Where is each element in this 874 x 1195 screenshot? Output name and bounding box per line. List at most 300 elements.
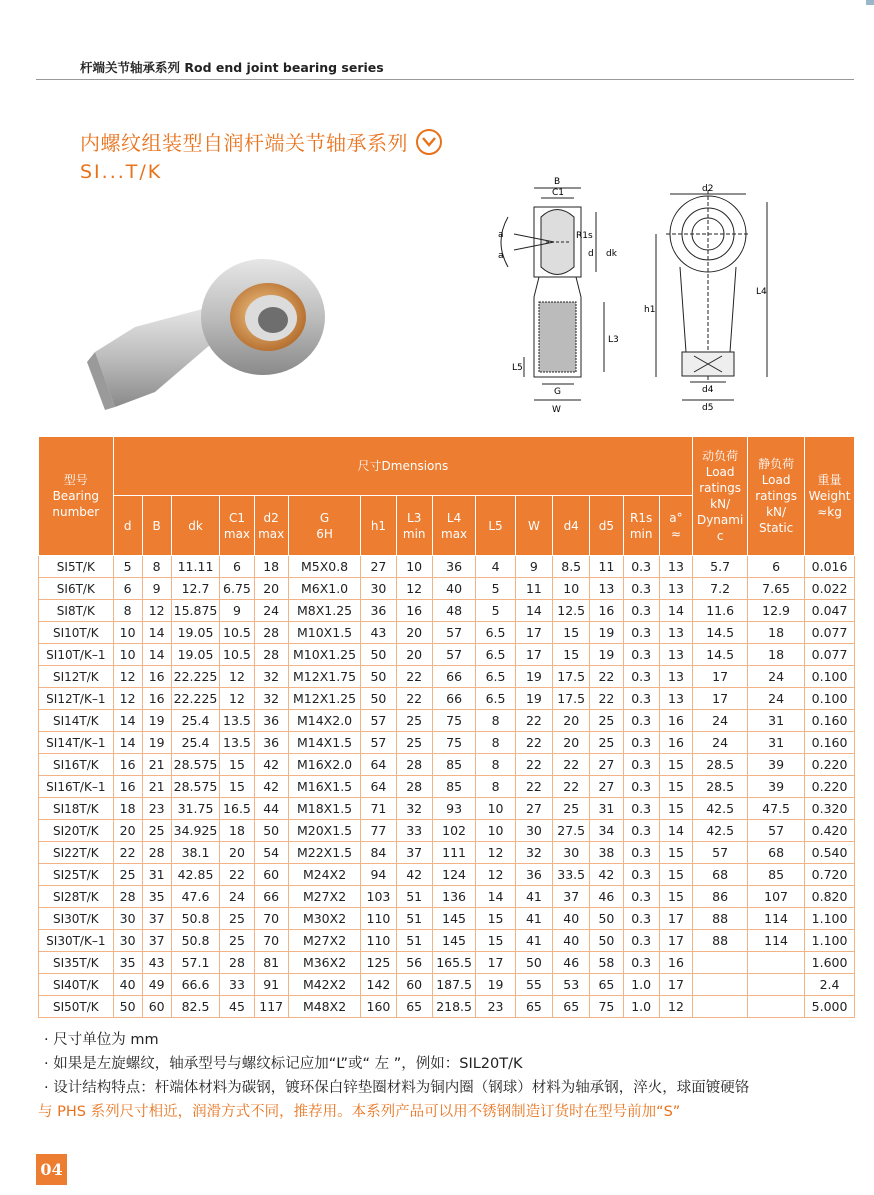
table-cell: 37	[142, 930, 171, 952]
table-cell: 45	[220, 996, 254, 1018]
table-cell: 13	[590, 578, 623, 600]
header-divider	[36, 79, 854, 80]
table-cell: 48	[432, 600, 476, 622]
table-cell: 55	[515, 974, 552, 996]
table-cell: 88	[693, 930, 748, 952]
sub-header-cell	[113, 496, 142, 556]
table-cell: 18	[113, 798, 142, 820]
table-cell: 12	[113, 688, 142, 710]
table-cell: 32	[515, 842, 552, 864]
sub-header-cell	[476, 496, 515, 556]
table-cell: 14	[142, 644, 171, 666]
table-cell: 16	[396, 600, 432, 622]
table-cell: M12X1.25	[288, 688, 361, 710]
table-cell: 17	[659, 974, 692, 996]
table-cell: 20	[396, 622, 432, 644]
table-cell: 0.3	[623, 688, 659, 710]
table-cell: 36	[254, 710, 288, 732]
table-cell: 57	[693, 842, 748, 864]
table-cell: 28	[396, 776, 432, 798]
table-cell: 11.6	[693, 600, 748, 622]
table-cell: 42.5	[693, 798, 748, 820]
sub-header-cell	[254, 496, 288, 556]
table-cell: 50	[361, 666, 396, 688]
table-cell: 14.5	[693, 644, 748, 666]
sub-header-main: a°	[669, 510, 683, 525]
model-cell: SI10T/K–1	[39, 644, 114, 666]
label-W: W	[552, 405, 561, 415]
table-cell: 6.75	[220, 578, 254, 600]
model-cell: SI50T/K	[39, 996, 114, 1018]
table-cell: 0.3	[623, 556, 659, 578]
table-cell: 5	[476, 600, 515, 622]
table-cell: 14	[659, 600, 692, 622]
table-row	[39, 666, 855, 688]
table-cell: 68	[693, 864, 748, 886]
table-cell: 22	[553, 776, 590, 798]
table-cell: M36X2	[288, 952, 361, 974]
table-cell: 19	[142, 732, 171, 754]
table-cell: 15	[553, 622, 590, 644]
sub-header-cell	[171, 496, 220, 556]
rod-end-bearing-photo	[75, 232, 340, 412]
table-cell: 12	[220, 688, 254, 710]
table-cell: 25	[590, 710, 623, 732]
table-cell: 57	[432, 644, 476, 666]
table-cell: 22	[590, 666, 623, 688]
table-cell: 0.047	[805, 600, 855, 622]
table-cell: 0.3	[623, 666, 659, 688]
table-cell: 12	[476, 864, 515, 886]
table-cell: 110	[361, 908, 396, 930]
dynamic-load-header: 动负荷 Load ratings kN/ Dynami c	[693, 437, 748, 556]
table-cell: 27.5	[553, 820, 590, 842]
table-cell: 1.0	[623, 996, 659, 1018]
table-cell: 15	[659, 864, 692, 886]
table-cell: M12X1.75	[288, 666, 361, 688]
table-cell: 49	[142, 974, 171, 996]
sub-header-cell	[659, 496, 692, 556]
table-cell: 42	[254, 754, 288, 776]
table-cell: 187.5	[432, 974, 476, 996]
table-cell: 65	[515, 996, 552, 1018]
sub-header-sub: ≈	[670, 526, 681, 541]
table-cell: 57	[748, 820, 805, 842]
table-row	[39, 930, 855, 952]
table-cell: 2.4	[805, 974, 855, 996]
table-cell: 36	[515, 864, 552, 886]
table-cell: M18X1.5	[288, 798, 361, 820]
table-cell: 15	[476, 930, 515, 952]
table-cell: 0.3	[623, 710, 659, 732]
table-row	[39, 732, 855, 754]
table-cell: 15	[659, 776, 692, 798]
table-cell: 124	[432, 864, 476, 886]
table-cell: 60	[254, 864, 288, 886]
sub-header-main: L3	[407, 510, 422, 525]
table-cell: 0.077	[805, 644, 855, 666]
corner-mark	[866, 0, 874, 5]
table-cell: M16X1.5	[288, 776, 361, 798]
table-cell: 86	[693, 886, 748, 908]
table-cell: 22	[515, 776, 552, 798]
table-cell: 33	[220, 974, 254, 996]
label-C1: C1	[552, 188, 565, 198]
model-cell: SI30T/K–1	[39, 930, 114, 952]
table-cell: 6.5	[476, 666, 515, 688]
table-cell: 0.3	[623, 798, 659, 820]
table-cell: 88	[693, 908, 748, 930]
table-cell: 28	[220, 952, 254, 974]
table-cell: 16.5	[220, 798, 254, 820]
table-cell: 25	[142, 820, 171, 842]
table-cell: 57	[432, 622, 476, 644]
table-cell: 66	[432, 688, 476, 710]
table-cell: 13	[659, 556, 692, 578]
series-header: 杆端关节轴承系列 Rod end joint bearing series	[80, 60, 384, 75]
table-cell: 33	[396, 820, 432, 842]
table-cell: 22	[515, 754, 552, 776]
table-cell: M30X2	[288, 908, 361, 930]
table-cell: 30	[553, 842, 590, 864]
table-cell: 40	[553, 908, 590, 930]
table-cell: 0.3	[623, 776, 659, 798]
table-cell: 28.5	[693, 776, 748, 798]
table-cell: 6.5	[476, 688, 515, 710]
table-cell: 24	[748, 688, 805, 710]
table-cell: 27	[361, 556, 396, 578]
table-cell: 15	[659, 842, 692, 864]
table-cell: 40	[432, 578, 476, 600]
table-cell: 16	[142, 666, 171, 688]
table-cell: 25	[590, 732, 623, 754]
table-cell: 15	[553, 644, 590, 666]
table-cell: 46	[590, 886, 623, 908]
table-cell: 0.3	[623, 886, 659, 908]
table-cell: 32	[254, 666, 288, 688]
table-cell: 19.05	[171, 622, 220, 644]
table-cell: 11.11	[171, 556, 220, 578]
table-cell: 14	[142, 622, 171, 644]
table-cell: 28	[254, 644, 288, 666]
table-cell: 28	[396, 754, 432, 776]
table-cell: 22	[396, 666, 432, 688]
table-cell: 30	[113, 908, 142, 930]
table-cell: 1.0	[623, 974, 659, 996]
table-cell: 20	[254, 578, 288, 600]
table-body	[39, 556, 855, 1018]
static-load-header: 静负荷 Load ratings kN/ Static	[748, 437, 805, 556]
table-cell: 13	[659, 666, 692, 688]
sub-header-sub: 6H	[316, 526, 333, 541]
model-cell: SI14T/K	[39, 710, 114, 732]
table-cell: 46	[553, 952, 590, 974]
table-cell: 50	[361, 688, 396, 710]
table-cell: 50	[254, 820, 288, 842]
model-cell: SI5T/K	[39, 556, 114, 578]
table-cell: 27	[590, 754, 623, 776]
table-cell: 85	[432, 754, 476, 776]
table-cell: 12	[476, 842, 515, 864]
table-cell: 18	[220, 820, 254, 842]
page-number: 04	[36, 1154, 67, 1185]
table-cell: 85	[432, 776, 476, 798]
table-cell: 66	[432, 666, 476, 688]
table-cell: 57.1	[171, 952, 220, 974]
table-cell: 19.05	[171, 644, 220, 666]
table-cell: 15	[659, 886, 692, 908]
table-cell: 51	[396, 930, 432, 952]
table-row	[39, 886, 855, 908]
sub-header-cell	[361, 496, 396, 556]
table-cell: 38.1	[171, 842, 220, 864]
table-cell: 30	[361, 578, 396, 600]
table-cell: 10.5	[220, 622, 254, 644]
table-cell: 0.100	[805, 666, 855, 688]
table-cell: 20	[113, 820, 142, 842]
page-title	[80, 127, 442, 156]
label-a-top: a	[498, 230, 504, 240]
sub-header-cell	[553, 496, 590, 556]
table-cell: 111	[432, 842, 476, 864]
table-cell: 0.3	[623, 908, 659, 930]
table-cell: 17	[659, 908, 692, 930]
table-cell: 9	[515, 556, 552, 578]
table-cell: 93	[432, 798, 476, 820]
model-cell: SI10T/K	[39, 622, 114, 644]
table-cell: 81	[254, 952, 288, 974]
table-row	[39, 556, 855, 578]
table-cell: 10	[476, 798, 515, 820]
table-row	[39, 952, 855, 974]
table-cell: M20X1.5	[288, 820, 361, 842]
table-cell: 30	[113, 930, 142, 952]
table-cell: 38	[590, 842, 623, 864]
table-cell: 50	[361, 644, 396, 666]
table-row	[39, 864, 855, 886]
table-row	[39, 974, 855, 996]
table-cell: 28	[254, 622, 288, 644]
table-cell: 39	[748, 776, 805, 798]
table-cell: 65	[553, 996, 590, 1018]
table-row	[39, 908, 855, 930]
table-cell: 0.540	[805, 842, 855, 864]
table-cell: 25.4	[171, 710, 220, 732]
model-cell: SI20T/K	[39, 820, 114, 842]
table-cell: 14	[515, 600, 552, 622]
model-cell: SI28T/K	[39, 886, 114, 908]
table-cell	[748, 952, 805, 974]
table-cell	[693, 974, 748, 996]
sub-header-main: d4	[563, 518, 579, 533]
table-row	[39, 600, 855, 622]
sub-header-sub: min	[402, 526, 426, 541]
note-design: · 设计结构特点：杆端体材料为碳钢，镀环保白锌垫圈材料为铜内圈（钢球）材料为轴承钢，淬火，球面镀硬铬	[44, 1080, 750, 1096]
label-d4: d4	[702, 385, 714, 395]
table-cell: 25	[220, 908, 254, 930]
table-cell: 24	[748, 666, 805, 688]
label-G: G	[554, 387, 561, 397]
table-cell: 160	[361, 996, 396, 1018]
model-header: 型号 Bearing number	[39, 437, 114, 556]
table-cell: 22	[515, 732, 552, 754]
table-cell: 0.3	[623, 842, 659, 864]
table-row	[39, 688, 855, 710]
table-cell: 47.6	[171, 886, 220, 908]
table-cell: 64	[361, 754, 396, 776]
table-cell: 8	[476, 710, 515, 732]
table-cell: 66.6	[171, 974, 220, 996]
table-cell: 42	[254, 776, 288, 798]
table-cell: 65	[590, 974, 623, 996]
table-cell: 43	[142, 952, 171, 974]
table-cell	[748, 974, 805, 996]
sub-header-main: B	[152, 518, 161, 533]
model-cell: SI14T/K–1	[39, 732, 114, 754]
table-cell: 35	[113, 952, 142, 974]
table-cell: 42	[590, 864, 623, 886]
table-cell: 19	[476, 974, 515, 996]
table-cell: 12.5	[553, 600, 590, 622]
table-cell: 24	[693, 710, 748, 732]
table-cell: 43	[361, 622, 396, 644]
table-row	[39, 996, 855, 1018]
table-cell: 10	[396, 556, 432, 578]
table-cell: 16	[659, 732, 692, 754]
table-cell: 4	[476, 556, 515, 578]
table-cell: M24X2	[288, 864, 361, 886]
table-cell	[693, 996, 748, 1018]
table-cell: 94	[361, 864, 396, 886]
chevron-down-icon	[416, 129, 442, 155]
table-cell: 6	[748, 556, 805, 578]
table-cell: M27X2	[288, 886, 361, 908]
table-cell: 8	[476, 732, 515, 754]
table-cell: 36	[254, 732, 288, 754]
table-cell: 0.3	[623, 930, 659, 952]
table-cell: 17	[659, 930, 692, 952]
table-cell: 19	[515, 666, 552, 688]
table-cell: 17.5	[553, 666, 590, 688]
table-cell: 40	[553, 930, 590, 952]
table-cell: 0.3	[623, 732, 659, 754]
table-cell: 22	[590, 688, 623, 710]
table-cell: 9	[142, 578, 171, 600]
sub-header-sub: max	[223, 526, 251, 541]
table-cell	[693, 952, 748, 974]
table-cell: 35	[142, 886, 171, 908]
table-cell: 7.2	[693, 578, 748, 600]
table-cell: 51	[396, 908, 432, 930]
table-cell: 22	[553, 754, 590, 776]
table-cell: 0.160	[805, 710, 855, 732]
table-cell: 17	[476, 952, 515, 974]
table-cell: 14	[476, 886, 515, 908]
table-cell: 31.75	[171, 798, 220, 820]
table-cell: 145	[432, 930, 476, 952]
table-cell: 28	[113, 886, 142, 908]
table-cell: 145	[432, 908, 476, 930]
table-cell: 22	[515, 710, 552, 732]
table-row	[39, 754, 855, 776]
table-cell: 57	[361, 710, 396, 732]
table-cell: 142	[361, 974, 396, 996]
sub-header-sub: min	[629, 526, 653, 541]
sub-header-main: C1	[228, 510, 245, 525]
table-cell: 28.575	[171, 776, 220, 798]
label-d2: d2	[702, 184, 714, 194]
table-cell: 27	[590, 776, 623, 798]
table-cell: 6	[220, 556, 254, 578]
sub-header-main: G	[319, 510, 330, 525]
table-cell: 57	[361, 732, 396, 754]
table-cell: 0.3	[623, 864, 659, 886]
table-cell: 34	[590, 820, 623, 842]
sub-header-sub: max	[441, 526, 468, 541]
table-cell: 114	[748, 908, 805, 930]
table-cell: 15	[220, 754, 254, 776]
label-L4: L4	[756, 287, 767, 297]
table-cell: 5	[476, 578, 515, 600]
table-cell: 66	[254, 886, 288, 908]
model-cell: SI16T/K	[39, 754, 114, 776]
table-cell: 11	[590, 556, 623, 578]
table-cell: 14.5	[693, 622, 748, 644]
label-d5: d5	[702, 403, 714, 412]
table-cell: 107	[748, 886, 805, 908]
table-cell: 37	[396, 842, 432, 864]
table-cell: 32	[396, 798, 432, 820]
table-cell: 13	[659, 688, 692, 710]
table-cell: 28.575	[171, 754, 220, 776]
table-cell: 25	[396, 732, 432, 754]
sub-header-cell	[515, 496, 552, 556]
table-cell: 8	[113, 600, 142, 622]
table-cell: 13	[659, 622, 692, 644]
table-cell: 14	[113, 710, 142, 732]
table-cell: 84	[361, 842, 396, 864]
table-cell: 22	[113, 842, 142, 864]
table-cell: 41	[515, 908, 552, 930]
table-cell: 14	[113, 732, 142, 754]
table-cell: 19	[590, 644, 623, 666]
table-cell: 37	[553, 886, 590, 908]
table-cell: 24	[254, 600, 288, 622]
table-cell: 40	[113, 974, 142, 996]
table-cell: M10X1.5	[288, 622, 361, 644]
table-cell: 6.5	[476, 644, 515, 666]
table-cell: 42.85	[171, 864, 220, 886]
table-cell: 60	[396, 974, 432, 996]
table-cell: 31	[142, 864, 171, 886]
table-cell: 50	[590, 908, 623, 930]
table-cell: 5.7	[693, 556, 748, 578]
table-cell: 18	[748, 622, 805, 644]
table-cell: 28.5	[693, 754, 748, 776]
table-cell: 23	[142, 798, 171, 820]
table-cell: 82.5	[171, 996, 220, 1018]
table-cell: 125	[361, 952, 396, 974]
table-cell: 12	[220, 666, 254, 688]
table-cell: 18	[748, 644, 805, 666]
table-cell: 0.3	[623, 754, 659, 776]
sub-header-main: W	[527, 518, 540, 533]
model-cell: SI35T/K	[39, 952, 114, 974]
table-cell: M22X1.5	[288, 842, 361, 864]
table-cell: 1.100	[805, 930, 855, 952]
table-cell: 10	[476, 820, 515, 842]
table-cell: 17	[693, 666, 748, 688]
